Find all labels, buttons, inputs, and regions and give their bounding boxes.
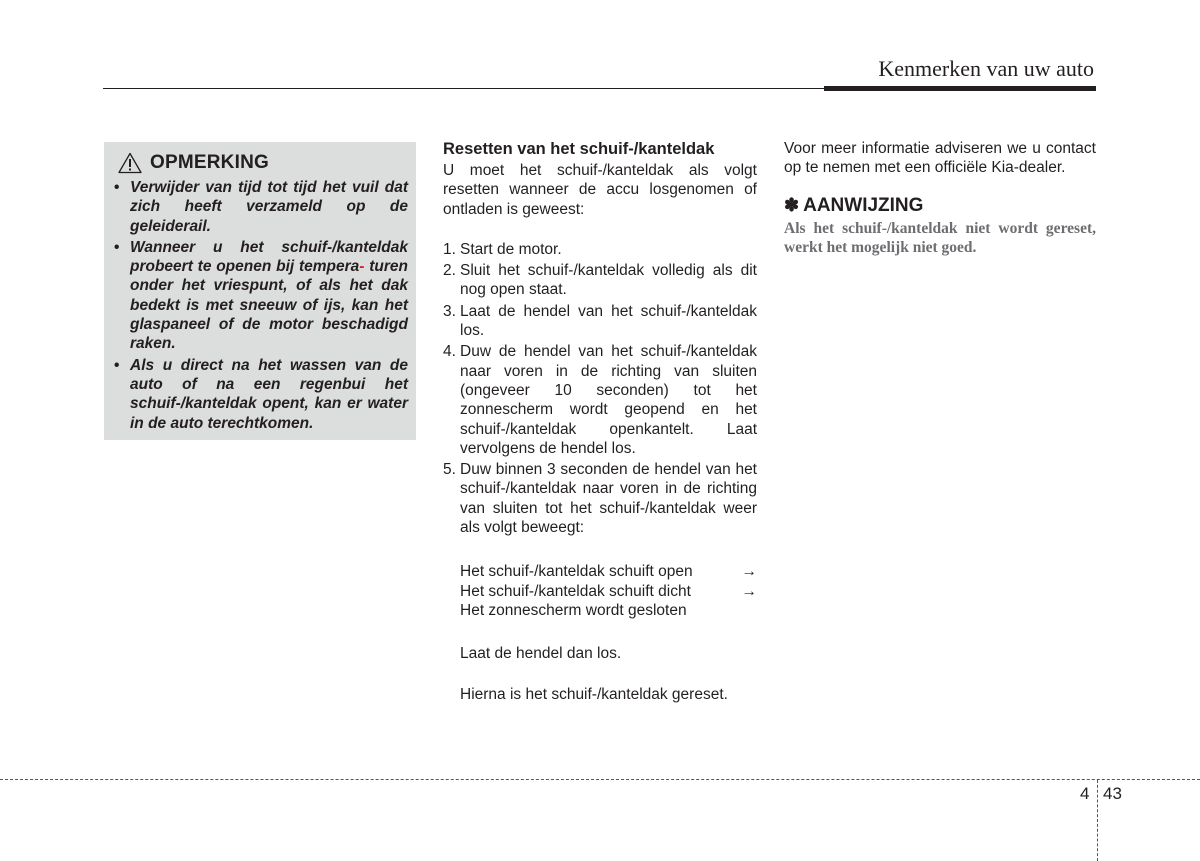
asterisk-icon: ✽ — [784, 194, 800, 215]
note-item: • Als u direct na het wassen van de auto of na een regenbui het schuif-/kanteldak opent, kan er water in de auto terechtkomen. — [114, 356, 408, 433]
note-box — [104, 142, 416, 440]
step-item — [443, 342, 757, 458]
steps-list — [443, 240, 757, 537]
note-item-hyphen: - — [359, 258, 365, 276]
step-text: Start de motor. — [460, 240, 562, 258]
section-heading: Resetten van het schuif-/kanteldak — [443, 140, 715, 158]
sequence-line — [460, 601, 757, 620]
sequence-text: Het zonnescherm wordt gesloten — [460, 601, 687, 619]
step-number: 2. — [443, 262, 456, 280]
warning-triangle-icon — [118, 152, 142, 174]
release-text: Laat de hendel dan los. — [460, 645, 622, 663]
arrow-right-icon: → — [741, 563, 757, 581]
step-item — [443, 240, 757, 259]
arrow-right-icon: → — [741, 582, 757, 600]
step-item — [443, 302, 757, 341]
step-number: 3. — [443, 302, 456, 320]
after-text: Hierna is het schuif-/kanteldak gereset. — [460, 685, 728, 703]
page-number: 43 — [1103, 784, 1122, 803]
info-column — [784, 139, 1096, 257]
step-text: Duw binnen 3 seconden de hendel van het schuif-/kanteldak naar voren in de richting van sluiten tot het schuif-/kanteldak weer als volgt beweegt: — [460, 461, 757, 537]
hint-body: Als het schuif-/kanteldak niet wordt gereset, werkt het mogelijk niet goed. — [784, 219, 1096, 256]
sequence-line — [460, 582, 757, 601]
footer-rule — [0, 779, 1200, 780]
note-heading — [118, 152, 408, 174]
note-item — [114, 238, 408, 354]
header-rule-accent — [824, 86, 1096, 91]
step-item — [443, 460, 757, 537]
note-item-text: Wanneer u het schuif-/kanteldak probeert te openen bij tempera — [130, 238, 408, 276]
info-paragraph: Voor meer informatie adviseren we u contact op te nemen met een officiële Kia-dealer. — [784, 140, 1096, 177]
step-item — [443, 261, 757, 300]
header-title: Kenmerken van uw auto — [878, 56, 1094, 81]
footer-divider — [1097, 780, 1098, 861]
note-title: OPMERKING — [150, 152, 269, 173]
sequence-line — [460, 562, 757, 581]
step-number: 1. — [443, 240, 456, 258]
step-text: Sluit het schuif-/kanteldak volledig als dit nog open staat. — [460, 262, 757, 299]
sequence-text: Het schuif-/kanteldak schuift dicht — [460, 582, 691, 600]
note-item: • Verwijder van tijd tot tijd het vuil dat zich heeft verzameld op de geleiderail. — [114, 178, 408, 236]
chapter-number: 4 — [1080, 784, 1090, 803]
reset-column — [443, 139, 757, 704]
note-list — [114, 178, 408, 433]
hint-title: AANWIJZING — [803, 194, 924, 216]
hint-heading — [784, 196, 1096, 215]
step-text: Laat de hendel van het schuif-/kanteldak los. — [460, 302, 757, 340]
step-text: Duw de hendel van het schuif-/kanteldak naar voren in de richting van sluiten (ongeveer 10 seconden) tot het zonnescherm wordt geopend en het schuif-/kanteldak openkantelt. Laat vervolgens de hendel los. — [460, 343, 757, 457]
movement-sequence — [460, 562, 757, 620]
intro-paragraph: U moet het schuif-/kanteldak als volgt resetten wanneer de accu losgenomen of ontladen is geweest: — [443, 162, 757, 218]
step-number: 4. — [443, 343, 456, 361]
note-item-text-rest: turen onder het vriespunt, of als het dak bedekt is met sneeuw of ijs, kan het glaspaneel of de motor beschadigd raken. — [130, 258, 408, 353]
step-number: 5. — [443, 461, 456, 479]
sequence-text: Het schuif-/kanteldak schuift open — [460, 563, 693, 581]
